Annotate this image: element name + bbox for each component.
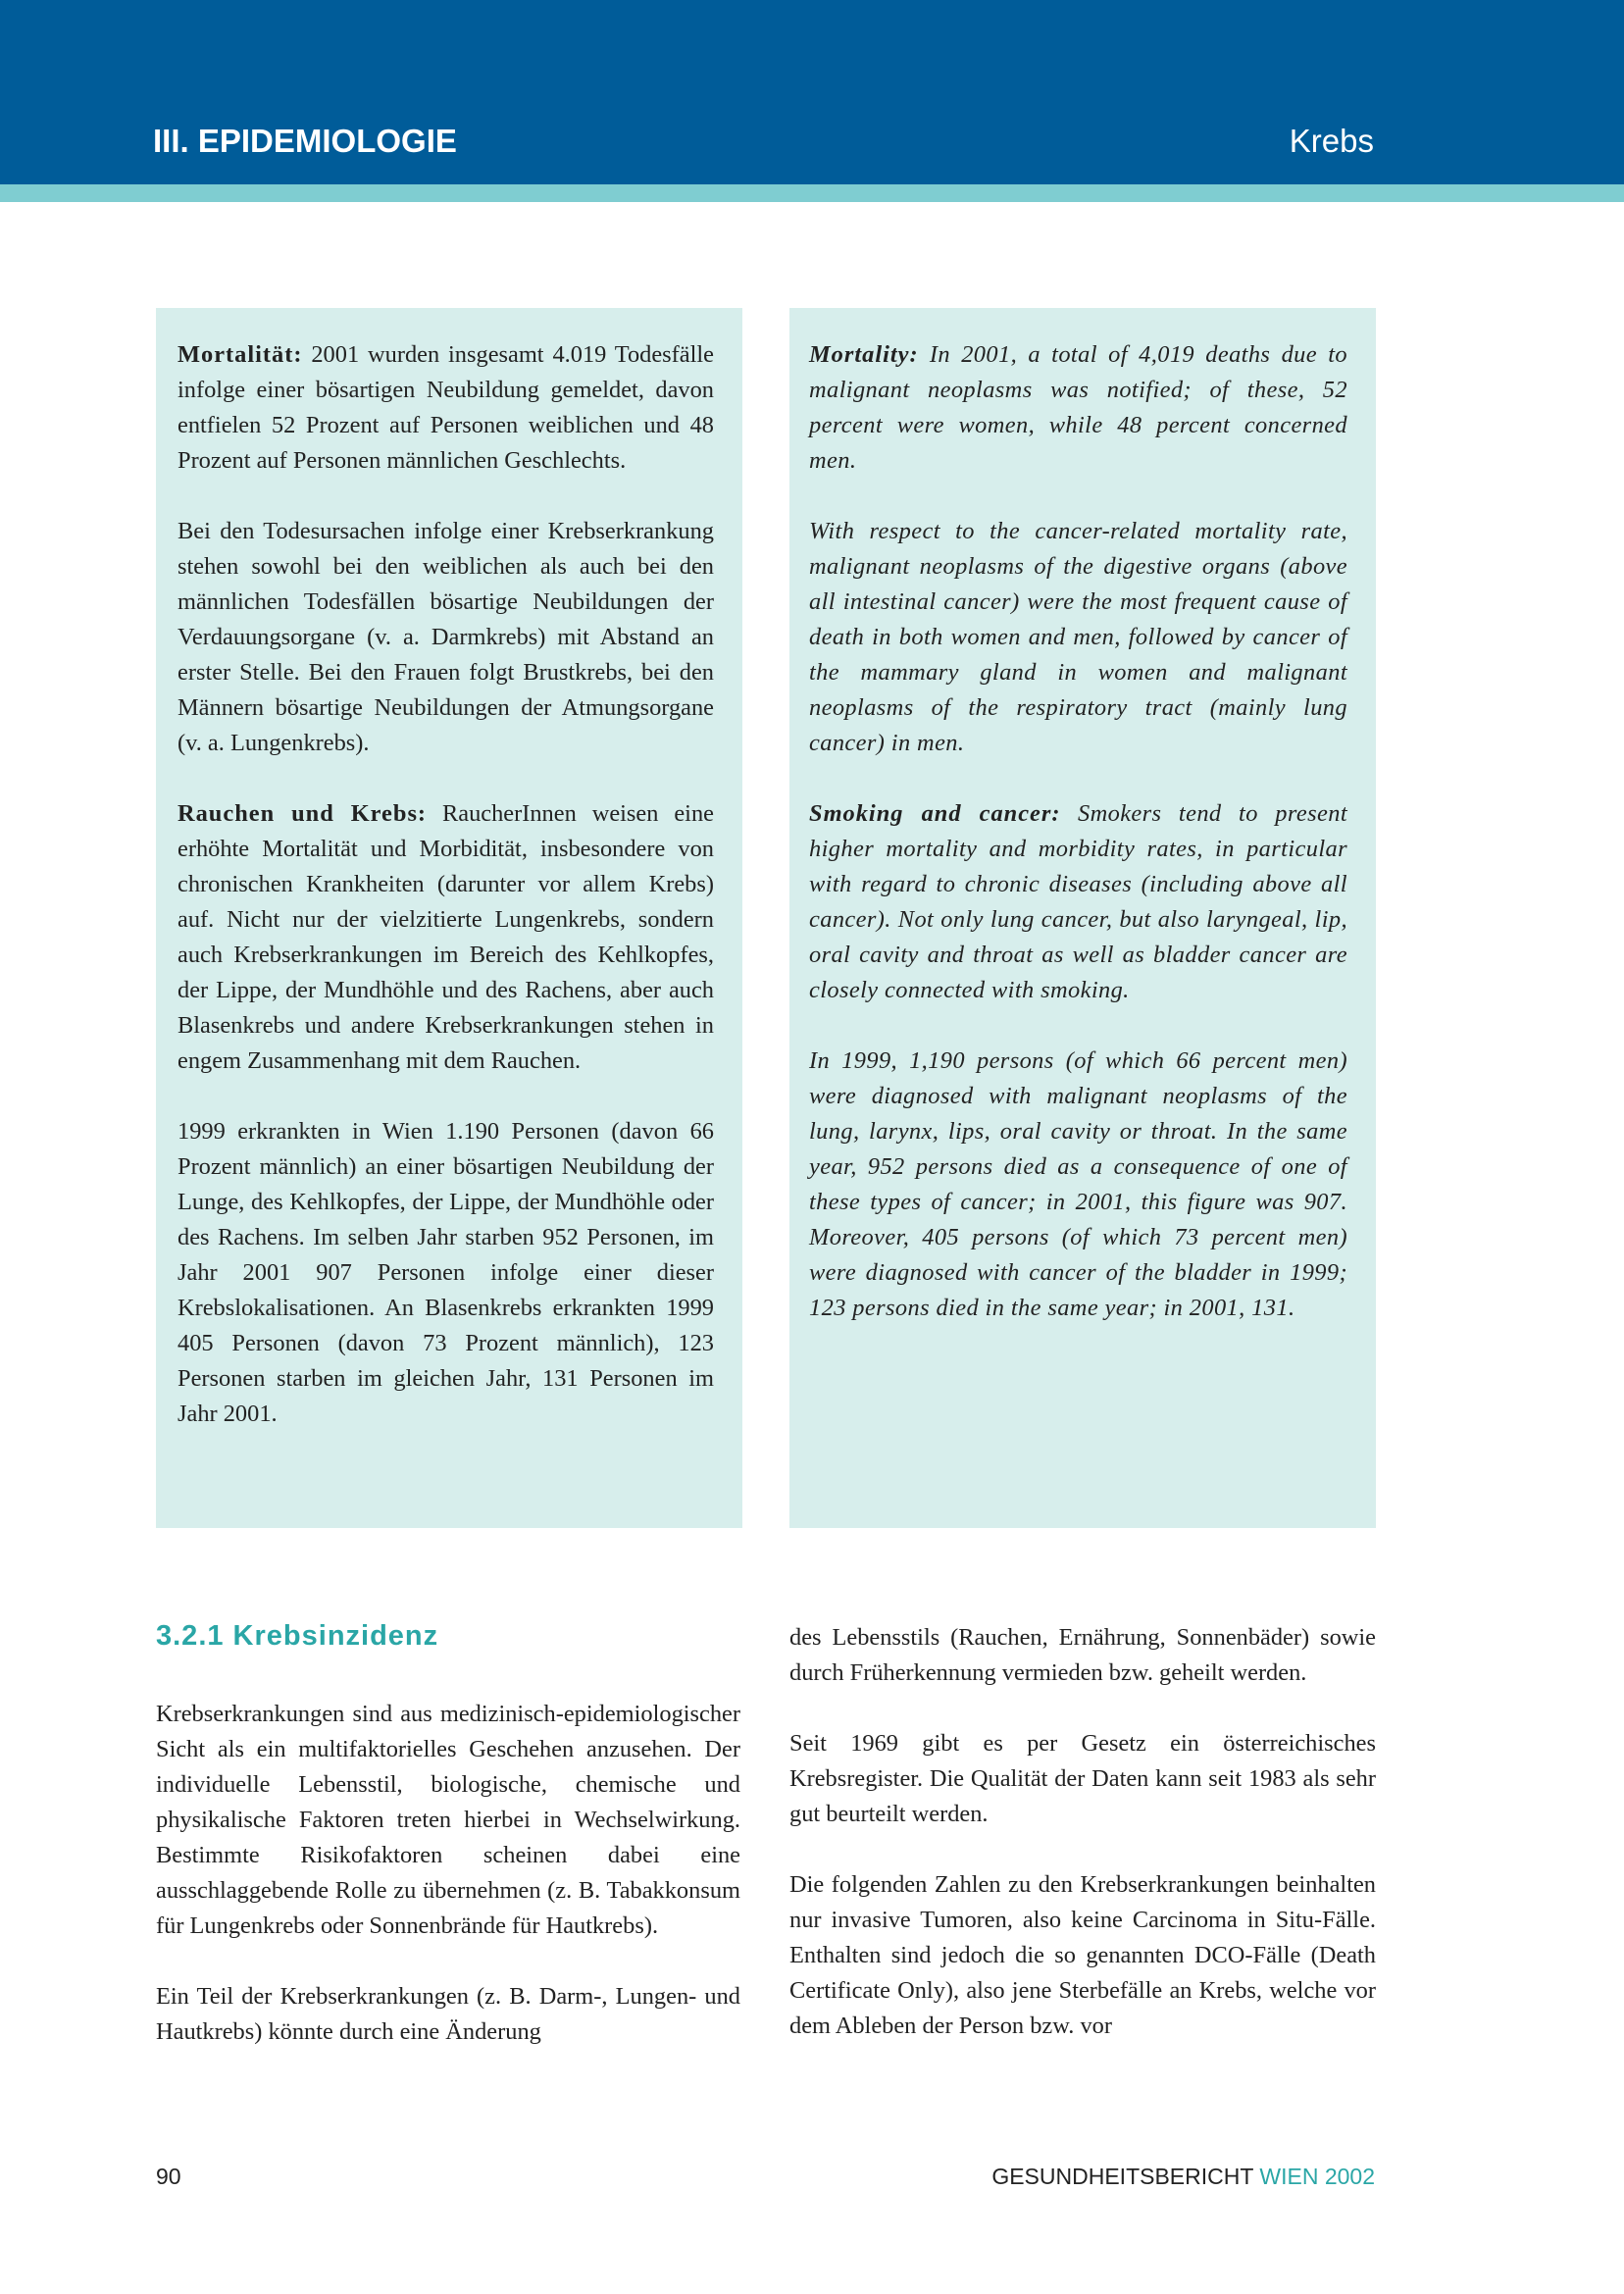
paragraph: des Lebensstils (Rauchen, Ernährung, Sonnenbäder) sowie durch Früherkennung vermieden bzw. geheilt werden. bbox=[789, 1624, 1376, 1686]
topic-title: Krebs bbox=[1289, 123, 1374, 159]
report-edition: WIEN 2002 bbox=[1259, 2164, 1375, 2189]
paragraph: Seit 1969 gibt es per Gesetz ein österreichisches Krebsregister. Die Qualität der Daten kann seit 1983 als sehr gut beurteilt werden. bbox=[789, 1730, 1376, 1827]
page-number: 90 bbox=[156, 2164, 181, 2189]
paragraph-text: RaucherInnen weisen eine erhöhte Mortalität und Morbidität, insbesondere von chronischen Krankheiten (darunter vor allem Krebs) auf. Nicht nur der vielzitierte Lungenkrebs, sondern auch Krebserkrankungen im Bereich des Kehlkopfes, der Lippe, der Mundhöhle und des Rachens, aber auch Blasenkrebs und andere Krebserkrankungen stehen in engem Zusammenhang mit dem Rauchen. bbox=[178, 800, 714, 1074]
paragraph bbox=[809, 337, 1347, 479]
run-in-heading: Mortalität: bbox=[178, 341, 303, 368]
run-in-heading: Smoking and cancer: bbox=[809, 800, 1061, 827]
body-column-left bbox=[156, 1618, 740, 2085]
paragraph bbox=[178, 796, 714, 1079]
chapter-title: III. EPIDEMIOLOGIE bbox=[153, 123, 457, 159]
paragraph: Bei den Todesursachen infolge einer Krebserkrankung stehen sowohl bei den weiblichen als auch bei den männlichen Todesfällen bösartige Neubildungen der Verdauungsorgane (v. a. Darmkrebs) mit Abstand an erster Stelle. Bei den Frauen folgt Brustkrebs, bei den Männern bösartige Neubildungen der Atmungsorgane (v. a. Lungenkrebs). bbox=[178, 518, 714, 756]
paragraph-text: In 2001, a total of 4,019 deaths due to malignant neoplasms was notified; of these, 52 percent were women, while 48 percent concerned men. bbox=[809, 341, 1347, 474]
paragraph: Ein Teil der Krebserkrankungen (z. B. Darm-, Lungen- und Hautkrebs) könnte durch eine Änderung bbox=[156, 1983, 740, 2045]
summary-box-english bbox=[789, 308, 1376, 1528]
paragraph: In 1999, 1,190 persons (of which 66 percent men) were diagnosed with malignant neoplasms of the lung, larynx, lips, oral cavity or throat. In the same year, 952 persons died as a consequence of one of these types of cancer; in 2001, this figure was 907. Moreover, 405 persons (of which 73 percent men) were diagnosed with cancer of the bladder in 1999; 123 persons died in the same year; in 2001, 131. bbox=[809, 1047, 1347, 1321]
run-in-heading: Mortality: bbox=[809, 341, 919, 368]
report-name: GESUNDHEITSBERICHT bbox=[991, 2164, 1260, 2189]
run-in-heading: Rauchen und Krebs: bbox=[178, 800, 428, 827]
paragraph bbox=[178, 337, 714, 479]
body-column-right bbox=[789, 1620, 1376, 2079]
footer-report-title bbox=[991, 2162, 1375, 2191]
paragraph: 1999 erkrankten in Wien 1.190 Personen (davon 66 Prozent männlich) an einer bösartigen Neubildung der Lunge, des Kehlkopfes, der Lippe, der Mundhöhle oder des Rachens. Im selben Jahr starben 952 Personen, im Jahr 2001 907 Personen infolge einer dieser Krebslokalisationen. An Blasenkrebs erkrankten 1999 405 Personen (davon 73 Prozent männlich), 123 Personen starben im gleichen Jahr, 131 Personen im Jahr 2001. bbox=[178, 1118, 714, 1427]
paragraph-text: Smokers tend to present higher mortality and morbidity rates, in particular with regard to chronic diseases (including above all cancer). Not only lung cancer, but also laryngeal, lip, oral cavity and throat as well as bladder cancer are closely connected with smoking. bbox=[809, 800, 1347, 1003]
paragraph: Krebserkrankungen sind aus medizinisch-epidemiologischer Sicht als ein multifaktorielles Geschehen anzusehen. Der individuelle Lebensstil, biologische, chemische und physikalische Faktoren treten hierbei in Wechselwirkung. Bestimmte Risikofaktoren scheinen dabei eine ausschlaggebende Rolle zu übernehmen (z. B. Tabakkonsum für Lungenkrebs oder Sonnenbrände für Hautkrebs). bbox=[156, 1701, 740, 1939]
page-header bbox=[0, 0, 1624, 184]
paragraph: Die folgenden Zahlen zu den Krebserkrankungen beinhalten nur invasive Tumoren, also keine Carcinoma in Situ-Fälle. Enthalten sind jedoch die so genannten DCO-Fälle (Death Certificate Only), also jene Sterbefälle an Krebs, welche vor dem Ableben der Person bzw. vor bbox=[789, 1871, 1376, 2039]
paragraph-text: 2001 wurden insgesamt 4.019 Todesfälle infolge einer bösartigen Neubildung gemeldet, davon entfielen 52 Prozent auf Personen weiblichen und 48 Prozent auf Personen männlichen Geschlechts. bbox=[178, 341, 714, 474]
paragraph: With respect to the cancer-related mortality rate, malignant neoplasms of the digestive organs (above all intestinal cancer) were the most frequent cause of death in both women and men, followed by cancer of the mammary gland in women and malignant neoplasms of the respiratory tract (mainly lung cancer) in men. bbox=[809, 518, 1347, 756]
summary-box-german bbox=[156, 308, 742, 1528]
header-accent-stripe bbox=[0, 184, 1624, 202]
paragraph bbox=[809, 796, 1347, 1008]
section-heading: 3.2.1 Krebsinzidenz bbox=[156, 1620, 439, 1652]
